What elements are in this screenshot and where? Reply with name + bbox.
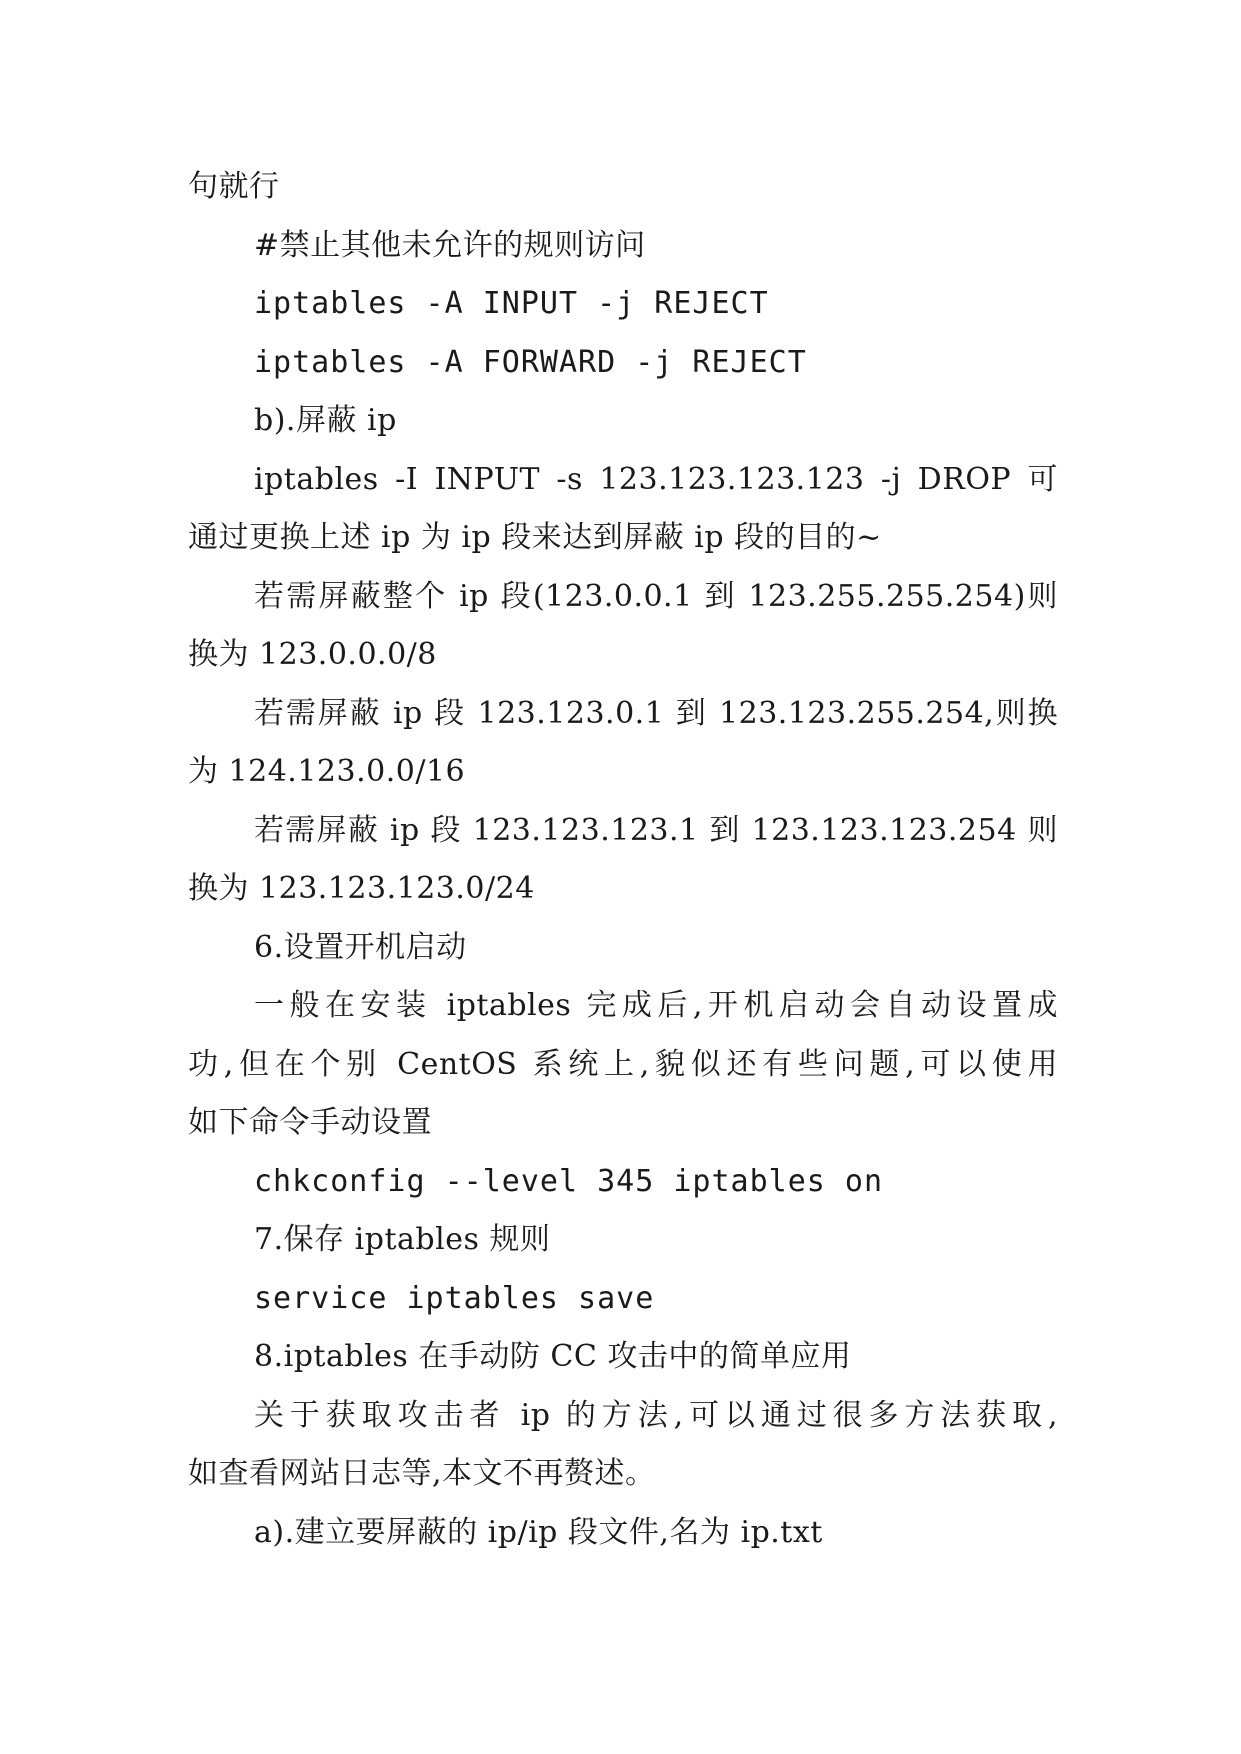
text-line: 换为 123.123.123.0/24 [188,871,535,906]
text-line: 功,但在个别 CentOS 系统上,貌似还有些问题,可以使用 [188,1046,1058,1082]
text-line: 通过更换上述 ip 为 ip 段来达到屏蔽 ip 段的目的~ [188,520,882,555]
code-line: chkconfig --level 345 iptables on [254,1163,884,1199]
section-heading: 8.iptables 在手动防 CC 攻击中的简单应用 [254,1339,852,1374]
code-line: iptables -A FORWARD -j REJECT [254,344,807,380]
text-line: 关于获取攻击者 ip 的方法,可以通过很多方法获取, [254,1397,1058,1433]
document-body [188,158,1058,1562]
text-line: 若需屏蔽 ip 段 123.123.123.1 到 123.123.123.254 则 [254,812,1058,848]
code-line: iptables -A INPUT -j REJECT [254,286,769,321]
section-heading: 7.保存 iptables 规则 [254,1222,551,1257]
text-line: 换为 123.0.0.0/8 [188,637,437,672]
text-line: 若需屏蔽 ip 段 123.123.0.1 到 123.123.255.254,则换 [254,695,1058,731]
text-line: 如下命令手动设置 [188,1105,432,1140]
code-line: service iptables save [254,1280,655,1316]
section-heading: b).屏蔽 ip [254,403,397,438]
text-line: 若需屏蔽整个 ip 段(123.0.0.1 到 123.255.255.254)则 [254,578,1058,614]
text-line: 一般在安装 iptables 完成后,开机启动会自动设置成 [254,988,1058,1023]
comment-line: #禁止其他未允许的规则访问 [254,227,646,263]
text-line: 为 124.123.0.0/16 [188,754,466,789]
text-line: a).建立要屏蔽的 ip/ip 段文件,名为 ip.txt [254,1514,823,1550]
section-heading: 6.设置开机启动 [254,929,467,965]
text-line: 如查看网站日志等,本文不再赘述。 [188,1456,656,1491]
text-line: iptables -I INPUT -s 123.123.123.123 -j DROP 可 [254,461,1058,497]
text-line: 句就行 [188,169,280,204]
